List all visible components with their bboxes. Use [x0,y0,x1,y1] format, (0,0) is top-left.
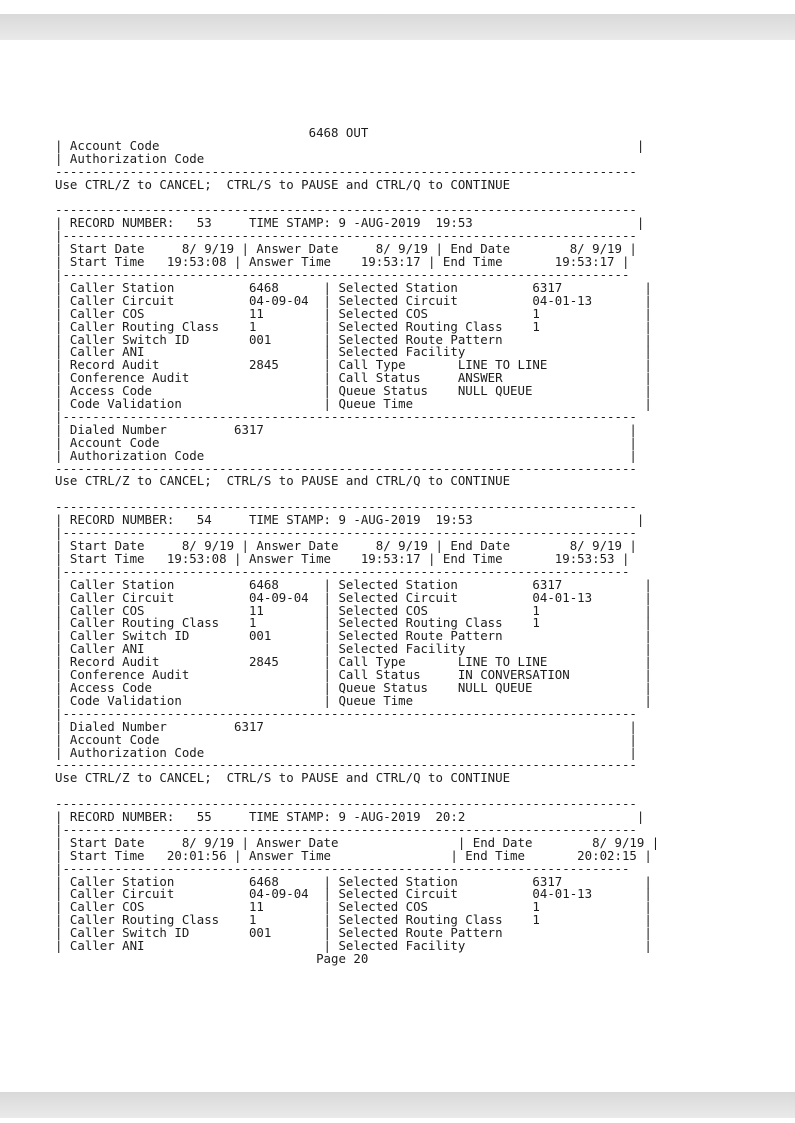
log-line: 6468 OUT [55,127,369,140]
log-line: | Caller ANI | Selected Facility | [55,344,652,360]
log-line: | Dialed Number 6317 | [55,718,637,734]
log-line: | Authorization Code | [55,447,637,463]
log-line: | RECORD NUMBER: 54 TIME STAMP: 9 -AUG-2019 19:53 | [55,512,645,528]
log-line: | Caller Routing Class 1 | Selected Routing Class 1 | [55,912,652,928]
log-line: | Access Code | Queue Status NULL QUEUE | [55,679,652,695]
log-line: |----------------------------------------------------------------------------- [55,705,637,721]
log-line: | Caller COS 11 | Selected COS 1 | [55,899,652,915]
log-line: | Start Date 8/ 9/19 | Answer Date 8/ 9/19 | End Date 8/ 9/19 | [55,241,637,257]
log-line: | Caller Routing Class 1 | Selected Routing Class 1 | [55,318,652,334]
log-line: | Caller Switch ID 001 | Selected Route Pattern | [55,331,652,347]
log-line: | Caller Circuit 04-09-04 | Selected Circuit 04-01-13 | [55,886,652,902]
log-line: ------------------------------------------------------------------------------ [55,757,637,773]
log-line: | Code Validation | Queue Time | [55,692,652,708]
scan-edge-top [0,14,795,40]
log-line: | Account Code | [55,137,645,153]
log-line: |---------------------------------------------------------------------------- [55,860,630,876]
call-record-log [55,127,705,966]
log-line: Use CTRL/Z to CANCEL; CTRL/S to PAUSE and CTRL/Q to CONTINUE [55,176,511,192]
log-line: ------------------------------------------------------------------------------ [55,460,637,476]
log-line: | Caller COS 11 | Selected COS 1 | [55,305,652,321]
log-line: Page 20 [55,951,369,966]
log-line: | Code Validation | Queue Time | [55,396,652,412]
log-line: Use CTRL/Z to CANCEL; CTRL/S to PAUSE and CTRL/Q to CONTINUE [55,770,511,786]
log-line: | RECORD NUMBER: 55 TIME STAMP: 9 -AUG-2019 20:2 | [55,809,645,825]
log-line: | Start Date 8/ 9/19 | Answer Date | End Date 8/ 9/19 | [55,834,660,850]
log-line: | Caller Routing Class 1 | Selected Routing Class 1 | [55,615,652,631]
log-line: | Caller ANI | Selected Facility | [55,938,652,954]
log-line: |---------------------------------------------------------------------------- [55,266,630,282]
log-line: |---------------------------------------------------------------------------- [55,563,630,579]
scan-edge-bottom [0,1092,795,1118]
log-line: | Caller Station 6468 | Selected Station 6317 | [55,279,652,295]
log-line: Use CTRL/Z to CANCEL; CTRL/S to PAUSE and CTRL/Q to CONTINUE [55,473,511,489]
log-line: | Dialed Number 6317 | [55,421,637,437]
log-line: | RECORD NUMBER: 53 TIME STAMP: 9 -AUG-2019 19:53 | [55,215,645,231]
log-line: | Start Time 19:53:08 | Answer Time 19:53:17 | End Time 19:53:53 | [55,550,630,566]
log-line: ------------------------------------------------------------------------------ [55,163,637,179]
log-line: | Start Time 20:01:56 | Answer Time | End Time 20:02:15 | [55,847,652,863]
log-line: | Start Time 19:53:08 | Answer Time 19:53:17 | End Time 19:53:17 | [55,254,630,270]
log-line: | Caller Circuit 04-09-04 | Selected Circuit 04-01-13 | [55,292,652,308]
log-line: |----------------------------------------------------------------------------- [55,228,637,244]
log-line: | Authorization Code | [55,744,637,760]
log-line: | Start Date 8/ 9/19 | Answer Date 8/ 9/19 | End Date 8/ 9/19 | [55,538,637,553]
log-line: | Caller Switch ID 001 | Selected Route Pattern | [55,628,652,644]
log-line: | Access Code | Queue Status NULL QUEUE | [55,383,652,399]
log-line: | Conference Audit | Call Status IN CONVERSATION | [55,667,652,683]
log-line: | Caller Switch ID 001 | Selected Route Pattern | [55,925,652,941]
log-line: | Conference Audit | Call Status ANSWER | [55,370,652,386]
log-line: |----------------------------------------------------------------------------- [55,408,637,424]
log-line: | Account Code | [55,731,637,747]
log-line: | Caller COS 11 | Selected COS 1 | [55,602,652,618]
log-line: | Caller Station 6468 | Selected Station 6317 | [55,576,652,592]
log-line: | Caller Circuit 04-09-04 | Selected Circuit 04-01-13 | [55,589,652,605]
log-line: | Caller ANI | Selected Facility | [55,641,652,657]
log-line: |----------------------------------------------------------------------------- [55,821,637,837]
log-line: |----------------------------------------------------------------------------- [55,525,637,541]
log-line: | Authorization Code [55,150,205,166]
log-line: | Record Audit 2845 | Call Type LINE TO LINE | [55,357,652,373]
log-line: ------------------------------------------------------------------------------ [55,499,637,515]
log-line: ------------------------------------------------------------------------------ [55,202,637,218]
log-line: | Caller Station 6468 | Selected Station 6317 | [55,873,652,889]
log-line: ------------------------------------------------------------------------------ [55,796,637,812]
log-line: | Record Audit 2845 | Call Type LINE TO LINE | [55,654,652,670]
log-line: | Account Code | [55,434,637,450]
